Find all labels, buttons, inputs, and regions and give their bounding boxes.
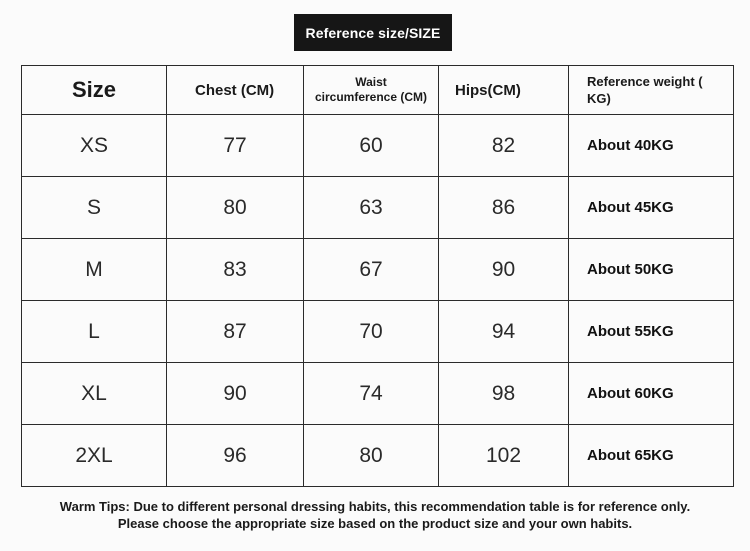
cell-size: XS: [22, 115, 167, 177]
cell-waist: 70: [304, 301, 439, 363]
table-row: [22, 115, 734, 177]
header-waist-line2: circumference (CM): [314, 90, 428, 104]
header-weight: Reference weight ( KG): [569, 66, 734, 115]
size-chart-table: [21, 65, 734, 487]
table-row: [22, 425, 734, 487]
warm-tips: [0, 498, 750, 532]
cell-waist: 80: [304, 425, 439, 487]
cell-chest: 96: [167, 425, 304, 487]
warm-tips-line2: Please choose the appropriate size based on the product size and your own habits.: [117, 516, 633, 531]
cell-chest: 87: [167, 301, 304, 363]
cell-chest: 80: [167, 177, 304, 239]
cell-size: M: [22, 239, 167, 301]
header-size: Size: [22, 66, 167, 115]
header-hips: Hips(CM): [439, 66, 569, 115]
cell-hips: 98: [439, 363, 569, 425]
cell-hips: 82: [439, 115, 569, 177]
cell-size: XL: [22, 363, 167, 425]
cell-weight: About 60KG: [569, 363, 734, 425]
header-waist-line1: Waist: [355, 75, 387, 89]
cell-weight: About 65KG: [569, 425, 734, 487]
table-header-row: [22, 66, 734, 115]
cell-weight: About 50KG: [569, 239, 734, 301]
cell-chest: 90: [167, 363, 304, 425]
cell-size: S: [22, 177, 167, 239]
cell-waist: 67: [304, 239, 439, 301]
warm-tips-line1: Warm Tips: Due to different personal dressing habits, this recommendation table is for reference only.: [59, 499, 691, 514]
header-waist: [304, 66, 439, 115]
cell-hips: 90: [439, 239, 569, 301]
cell-size: 2XL: [22, 425, 167, 487]
cell-waist: 60: [304, 115, 439, 177]
page-title: Reference size/SIZE: [294, 14, 452, 51]
table-row: [22, 363, 734, 425]
table-row: [22, 239, 734, 301]
cell-size: L: [22, 301, 167, 363]
table-row: [22, 177, 734, 239]
cell-waist: 74: [304, 363, 439, 425]
cell-weight: About 40KG: [569, 115, 734, 177]
cell-hips: 94: [439, 301, 569, 363]
cell-chest: 83: [167, 239, 304, 301]
cell-waist: 63: [304, 177, 439, 239]
cell-hips: 86: [439, 177, 569, 239]
table-row: [22, 301, 734, 363]
cell-weight: About 45KG: [569, 177, 734, 239]
cell-weight: About 55KG: [569, 301, 734, 363]
cell-chest: 77: [167, 115, 304, 177]
cell-hips: 102: [439, 425, 569, 487]
header-chest: Chest (CM): [167, 66, 304, 115]
